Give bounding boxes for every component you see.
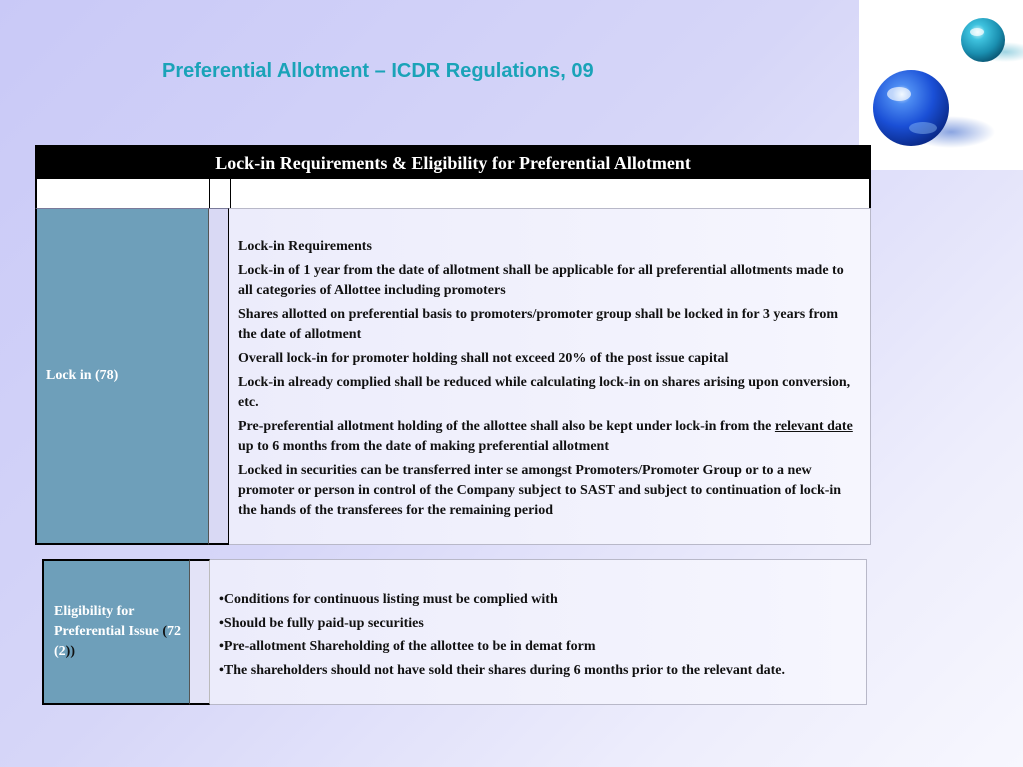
eligibility-item: •Conditions for continuous listing must be complied with xyxy=(219,592,558,607)
table-header: Lock-in Requirements & Eligibility for Preferential Allotment xyxy=(35,145,871,179)
eligibility-label-cell xyxy=(42,559,190,705)
lock-in-item: Lock-in already complied shall be reduced while calculating lock-in on shares arising upon conversion, etc. xyxy=(238,375,851,410)
eligibility-paren: ( xyxy=(162,624,168,639)
spacer-cell xyxy=(37,179,210,209)
separator-cell xyxy=(208,208,229,545)
item-text: Pre-preferential allotment holding of the allottee shall also be kept under lock-in from the xyxy=(238,419,775,434)
lock-in-label: Lock in (78) xyxy=(46,368,119,383)
eligibility-content-cell xyxy=(210,559,867,705)
glass-marbles-icon xyxy=(859,0,1023,170)
eligibility-label xyxy=(54,602,189,662)
lock-in-item: Lock-in Requirements xyxy=(238,239,372,254)
eligibility-item: •The shareholders should not have sold their shares during 6 months prior to the relevant date. xyxy=(219,662,785,678)
lock-in-content-cell xyxy=(229,208,871,545)
spacer-cell xyxy=(210,179,231,209)
slide-title: Preferential Allotment – ICDR Regulations, 09 xyxy=(162,60,594,82)
lock-in-item: Shares allotted on preferential basis to promoters/promoter group shall be locked in for 3 years from the date of allotment xyxy=(238,307,839,342)
eligibility-ref: 72 (2 xyxy=(54,624,182,659)
eligibility-label-text: Eligibility for Preferential Issue xyxy=(54,604,163,639)
lock-in-item xyxy=(238,417,860,457)
relevant-date-link[interactable]: relevant date xyxy=(774,419,853,434)
lock-in-item: Lock-in of 1 year from the date of allotment shall be applicable for all preferential allotments made to all categories of Allottee including promoters xyxy=(238,263,844,298)
eligibility-item: •Pre-allotment Shareholding of the allottee to be in demat form xyxy=(219,639,596,654)
header-spacer-row xyxy=(35,179,871,209)
lock-in-item: Overall lock-in for promoter holding shall not exceed 20% of the post issue capital xyxy=(238,351,729,366)
marbles-decoration xyxy=(859,0,1023,170)
eligibility-item: •Should be fully paid-up securities xyxy=(219,615,424,631)
lock-in-label-cell xyxy=(35,208,208,545)
eligibility-paren: )) xyxy=(65,644,75,659)
lock-in-item: Locked in securities can be transferred inter se amongst Promoters/Promoter Group or to a new promoter or person in control of the Company subject to SAST and subject to continuation of lock-in the hands of the transferees for the remaining period xyxy=(238,463,842,518)
separator-cell xyxy=(190,559,210,705)
item-text: up to 6 months from the date of making preferential allotment xyxy=(238,439,609,454)
